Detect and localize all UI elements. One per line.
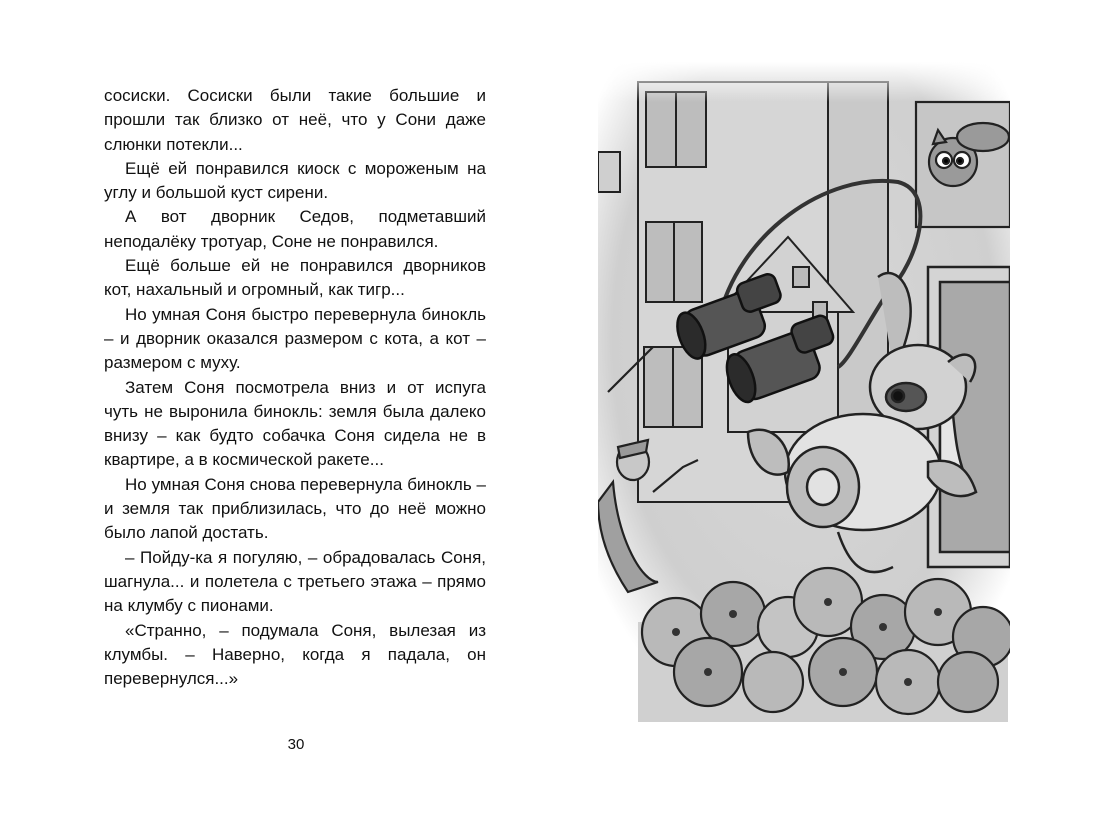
paragraph: Ещё ей понравился киоск с мороженым на углу и большой куст сирени.	[104, 158, 486, 203]
cat	[916, 102, 1010, 227]
illustration	[598, 62, 1010, 722]
paragraph: Затем Соня посмотрела вниз и от испуга чуть не выронила бинокль: земля была далеко внизу – как будто собачка Соня сидела не в квартире, а в космической ракете...	[104, 377, 486, 470]
paragraph: «Странно, – подумала Соня, вылезая из клумбы. – Наверно, когда я падала, он перевернулся...»	[104, 620, 486, 689]
paragraph: Но умная Соня снова перевернула бинокль – и земля так приблизилась, что до неё можно было лапой достать.	[104, 474, 486, 543]
page-number: 30	[287, 736, 305, 753]
paragraph: Но умная Соня быстро перевернула бинокль – и дворник оказался размером с кота, а кот – размером с муху.	[104, 304, 486, 373]
paragraph: А вот дворник Седов, подметавший неподалёку тротуар, Соне не понравился.	[104, 207, 486, 251]
story-text	[104, 84, 486, 691]
paragraph: сосиски. Сосиски были такие большие и прошли так близко от неё, что у Сони даже слюнки потекли...	[104, 86, 486, 154]
paragraph: Ещё больше ей не понравился дворников кот, нахальный и огромный, как тигр...	[104, 256, 486, 300]
paragraph: – Пойду-ка я погуляю, – обрадовалась Соня, шагнула... и полетела с третьего этажа – прямо на клумбу с пионами.	[104, 547, 486, 616]
